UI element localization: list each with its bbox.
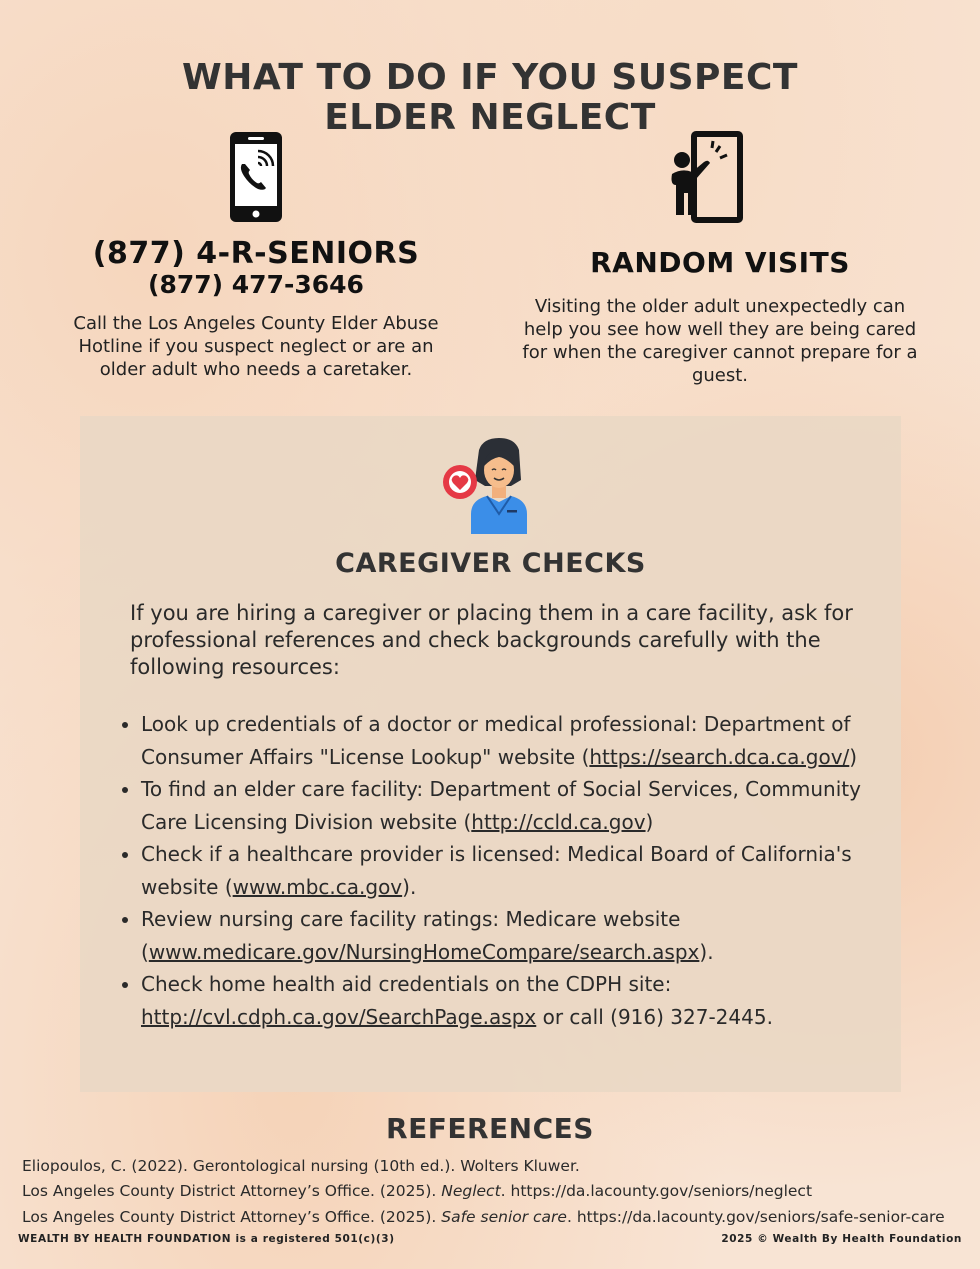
resource-text: To find an elder care facility: Department of Social Services, Community Care Licensing Division website ( xyxy=(141,777,861,834)
phone-icon xyxy=(228,130,284,224)
random-visits-description: Visiting the older adult unexpectedly can help you see how well they are being cared for when the caregiver cannot prepare for a guest. xyxy=(522,296,918,386)
reference-3-title: Safe senior care xyxy=(441,1208,567,1226)
reference-3-author: Los Angeles County District Attorney’s Office. (2025). xyxy=(22,1208,442,1226)
hotline-description: Call the Los Angeles County Elder Abuse Hotline if you suspect neglect or are an older adult who needs a caretaker. xyxy=(73,313,439,380)
resource-after: or call (916) 327-2445. xyxy=(536,1004,773,1029)
resource-link-medicare[interactable]: www.medicare.gov/NursingHomeCompare/search.aspx xyxy=(148,939,700,964)
reference-2-url: . https://da.lacounty.gov/seniors/neglect xyxy=(500,1182,813,1200)
hotline-number: (877) 477-3646 xyxy=(148,270,364,299)
footer-registration: WEALTH BY HEALTH FOUNDATION is a registered 501(c)(3) xyxy=(18,1233,395,1245)
resource-item xyxy=(141,773,911,838)
resource-text: Look up credentials of a doctor or medical professional: Department of Consumer Affairs "License Lookup" website ( xyxy=(141,712,851,769)
page-title xyxy=(0,58,980,138)
resource-text: Review nursing care facility ratings: Medicare website ( xyxy=(141,907,681,964)
resource-after: ). xyxy=(402,874,417,899)
reference-3-url: . https://da.lacounty.gov/seniors/safe-senior-care xyxy=(566,1208,945,1226)
hotline-vanity-number: (877) 4-R-SENIORS xyxy=(92,236,420,271)
resource-item xyxy=(141,708,911,773)
caregiver-checks-title: CAREGIVER CHECKS xyxy=(335,548,646,579)
resource-item xyxy=(141,903,911,968)
references-title: REFERENCES xyxy=(386,1112,594,1145)
random-visits-title: RANDOM VISITS xyxy=(590,246,850,279)
caregiver-heart-icon xyxy=(441,438,541,534)
caregiver-checks-intro: If you are hiring a caregiver or placing them in a care facility, ask for professional references and check backgrounds carefully with the following resources: xyxy=(130,601,853,679)
resource-link-mbc[interactable]: www.mbc.ca.gov xyxy=(232,874,403,899)
resource-link-dca[interactable]: https://search.dca.ca.gov/ xyxy=(589,744,850,769)
page-title-line1: WHAT TO DO IF YOU SUSPECT xyxy=(182,57,798,98)
reference-2-title: Neglect xyxy=(441,1182,501,1200)
footer-copyright: 2025 © Wealth By Health Foundation xyxy=(721,1233,962,1245)
door-knock-icon xyxy=(668,130,744,224)
resource-text: Check home health aid credentials on the CDPH site: xyxy=(141,972,672,996)
resource-link-cdph[interactable]: http://cvl.cdph.ca.gov/SearchPage.aspx xyxy=(141,1004,537,1029)
reference-1: Eliopoulos, C. (2022). Gerontological nursing (10th ed.). Wolters Kluwer. xyxy=(22,1157,580,1175)
resource-after: ). xyxy=(699,939,714,964)
resource-item xyxy=(141,838,911,903)
resource-after: ) xyxy=(645,809,654,834)
resource-after: ) xyxy=(849,744,858,769)
resource-item xyxy=(141,968,911,1033)
reference-2-author: Los Angeles County District Attorney’s Office. (2025). xyxy=(22,1182,442,1200)
page-title-line2: ELDER NEGLECT xyxy=(324,97,656,138)
reference-3 xyxy=(22,1208,972,1226)
resource-list xyxy=(110,708,911,1033)
resource-text: Check if a healthcare provider is licensed: Medical Board of California's website ( xyxy=(141,842,852,899)
reference-2 xyxy=(22,1182,972,1200)
resource-link-ccld[interactable]: http://ccld.ca.gov xyxy=(471,809,646,834)
